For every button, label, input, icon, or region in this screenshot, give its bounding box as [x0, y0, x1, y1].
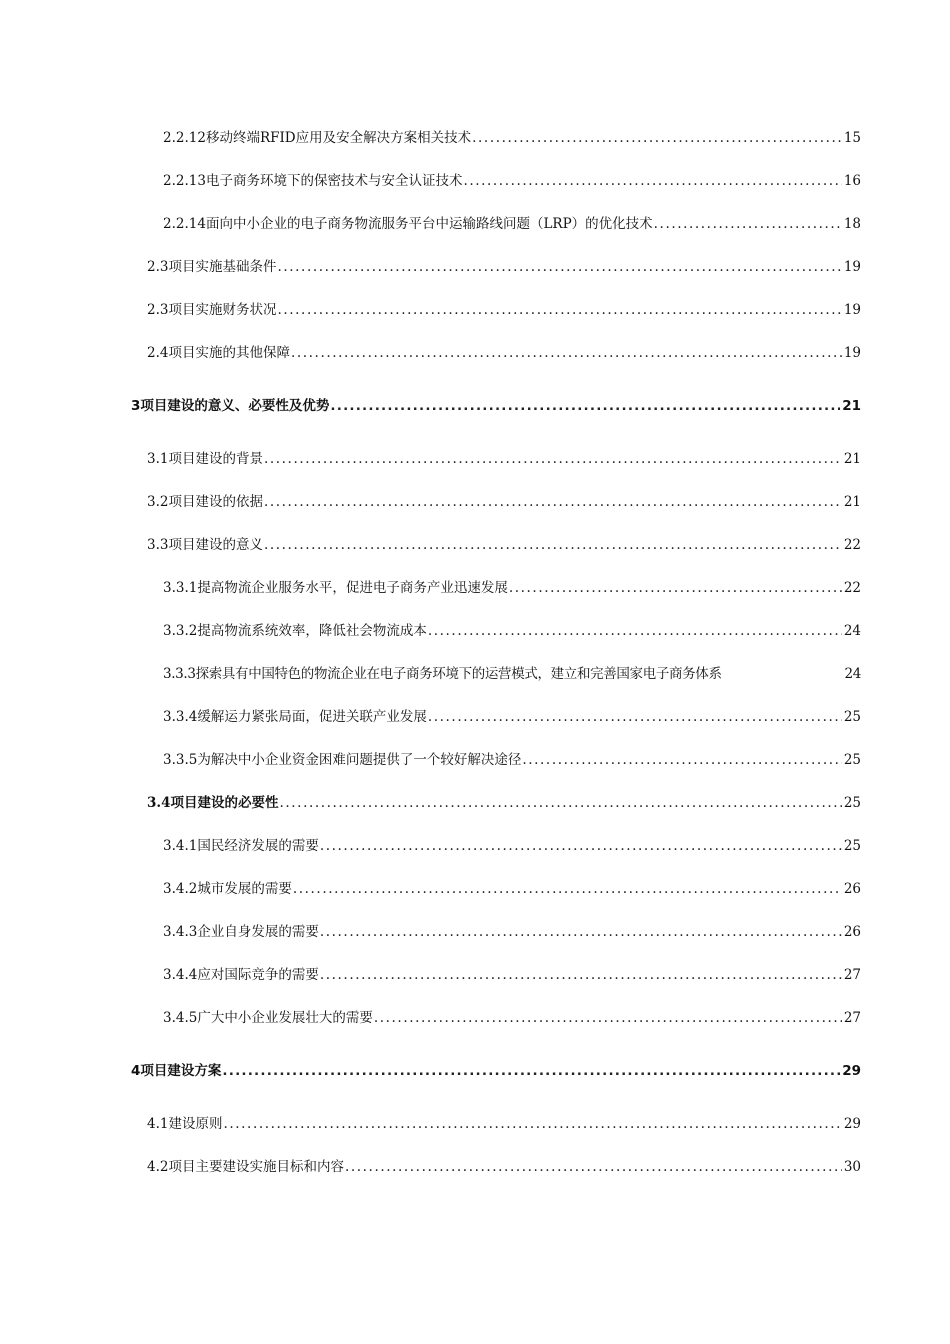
- toc-leader-dots: [509, 579, 842, 597]
- toc-entry[interactable]: [163, 665, 861, 683]
- toc-entry-page: 19: [843, 259, 861, 275]
- toc-entry-title: 3.4.2城市发展的需要: [163, 881, 292, 897]
- toc-entry-page: 30: [843, 1159, 861, 1175]
- toc-entry-title: 3.4项目建设的必要性: [147, 795, 279, 811]
- toc-entry-page: 29: [843, 1116, 861, 1132]
- toc-entry-page: 21: [843, 494, 861, 510]
- toc-leader-dots: [463, 172, 841, 190]
- toc-entry-page: 25: [843, 709, 861, 725]
- toc-entry-page: 27: [843, 967, 861, 983]
- toc-leader-dots: [654, 215, 842, 233]
- toc-leader-dots: [264, 493, 842, 511]
- toc-leader-dots: [277, 301, 841, 319]
- toc-entry-title: 2.3项目实施基础条件: [147, 259, 277, 275]
- toc-entry-title: 4.2项目主要建设实施目标和内容: [147, 1159, 344, 1175]
- toc-leader-dots: [320, 966, 842, 984]
- toc-entry-page: 18: [843, 216, 861, 232]
- toc-entry-page: 21: [842, 398, 861, 414]
- toc-leader-dots: [223, 1115, 841, 1133]
- toc-chapter-entry[interactable]: [131, 1062, 861, 1080]
- toc-entry[interactable]: [163, 1009, 861, 1027]
- toc-entry-title: 4.1建设原则: [147, 1116, 223, 1132]
- toc-entry-title: 3.4.5广大中小企业发展壮大的需要: [163, 1010, 373, 1026]
- toc-entry-page: 15: [843, 130, 861, 146]
- toc-entry-page: 24: [843, 623, 861, 639]
- toc-entry-page: 19: [843, 345, 861, 361]
- toc-entry[interactable]: [147, 258, 861, 276]
- toc-entry-page: 29: [842, 1063, 861, 1079]
- toc-leader-dots: [320, 837, 842, 855]
- toc-entry[interactable]: [147, 450, 861, 468]
- toc-entry[interactable]: [163, 708, 861, 726]
- toc-leader-dots: [264, 536, 842, 554]
- toc-entry-page: 25: [843, 752, 861, 768]
- toc-leader-dots: [330, 397, 840, 415]
- toc-leader-dots: [293, 880, 842, 898]
- toc-entry-title: 2.4项目实施的其他保障: [147, 345, 290, 361]
- toc-entry-page: 26: [843, 881, 861, 897]
- toc-leader-dots: [522, 751, 841, 769]
- toc-entry-title: 3.3.2提高物流系统效率，降低社会物流成本: [163, 623, 427, 639]
- toc-entry-page: 21: [843, 451, 861, 467]
- toc-entry[interactable]: [163, 622, 861, 640]
- toc-leader-dots: [320, 923, 842, 941]
- toc-entry-title: 3.2项目建设的依据: [147, 494, 263, 510]
- toc-entry[interactable]: [163, 215, 861, 233]
- toc-entry-page: 25: [843, 838, 861, 854]
- toc-entry[interactable]: [147, 536, 861, 554]
- toc-leader-dots: [428, 708, 842, 726]
- toc-entry[interactable]: [163, 880, 861, 898]
- toc-entry-title: 3.3.1提高物流企业服务水平，促进电子商务产业迅速发展: [163, 580, 508, 596]
- toc-entry[interactable]: [147, 794, 861, 812]
- toc-entry-page: 19: [843, 302, 861, 318]
- toc-leader-dots: [277, 258, 841, 276]
- toc-entry-page: 25: [843, 795, 861, 811]
- toc-entry-title: 3.3.5为解决中小企业资金困难问题提供了一个较好解决途径: [163, 752, 522, 768]
- toc-entry-title: 2.2.12移动终端RFID应用及安全解决方案相关技术: [163, 130, 472, 146]
- toc-entry-title: 3.3.3探索具有中国特色的物流企业在电子商务环境下的运营模式，建立和完善国家电子商务体系: [163, 666, 722, 682]
- toc-entry-title: 2.3项目实施财务状况: [147, 302, 277, 318]
- toc-entry-page: 27: [843, 1010, 861, 1026]
- toc-entry-page: 24: [844, 666, 861, 682]
- toc-entry[interactable]: [163, 129, 861, 147]
- toc-entry[interactable]: [147, 301, 861, 319]
- toc-entry-title: 3.4.1国民经济发展的需要: [163, 838, 319, 854]
- toc-entry[interactable]: [163, 966, 861, 984]
- toc-leader-dots: [345, 1158, 842, 1176]
- toc-entry-title: 3.4.3企业自身发展的需要: [163, 924, 319, 940]
- toc-leader-dots: [472, 129, 842, 147]
- toc-entry[interactable]: [163, 837, 861, 855]
- toc-entry[interactable]: [163, 923, 861, 941]
- toc-leader-dots: [428, 622, 842, 640]
- toc-entry[interactable]: [147, 493, 861, 511]
- toc-entry[interactable]: [147, 1115, 861, 1133]
- toc-leader-dots: [222, 1062, 840, 1080]
- toc-entry-title: 3项目建设的意义、必要性及优势: [131, 398, 330, 414]
- toc-entry-title: 3.3项目建设的意义: [147, 537, 263, 553]
- toc-entry-title: 4项目建设方案: [131, 1063, 222, 1079]
- toc-entry-page: 22: [843, 580, 861, 596]
- toc-chapter-entry[interactable]: [131, 397, 861, 415]
- toc-leader-dots: [264, 450, 842, 468]
- toc-entry[interactable]: [163, 751, 861, 769]
- toc-leader-dots: [374, 1009, 842, 1027]
- toc-entry-page: 22: [843, 537, 861, 553]
- toc-leader-dots: [291, 344, 842, 362]
- toc-entry-title: 3.3.4缓解运力紧张局面，促进关联产业发展: [163, 709, 427, 725]
- toc-entry-title: 2.2.14面向中小企业的电子商务物流服务平台中运输路线问题（LRP）的优化技术: [163, 216, 653, 232]
- toc-entry-title: 3.1项目建设的背景: [147, 451, 263, 467]
- toc-entry[interactable]: [147, 344, 861, 362]
- toc-entry-page: 26: [843, 924, 861, 940]
- toc-entry[interactable]: [163, 172, 861, 190]
- toc-entry-title: 2.2.13电子商务环境下的保密技术与安全认证技术: [163, 173, 463, 189]
- toc-entry-page: 16: [843, 173, 861, 189]
- toc-entry[interactable]: [147, 1158, 861, 1176]
- toc-entry[interactable]: [163, 579, 861, 597]
- toc-leader-dots: [280, 794, 842, 812]
- toc-entry-title: 3.4.4应对国际竞争的需要: [163, 967, 319, 983]
